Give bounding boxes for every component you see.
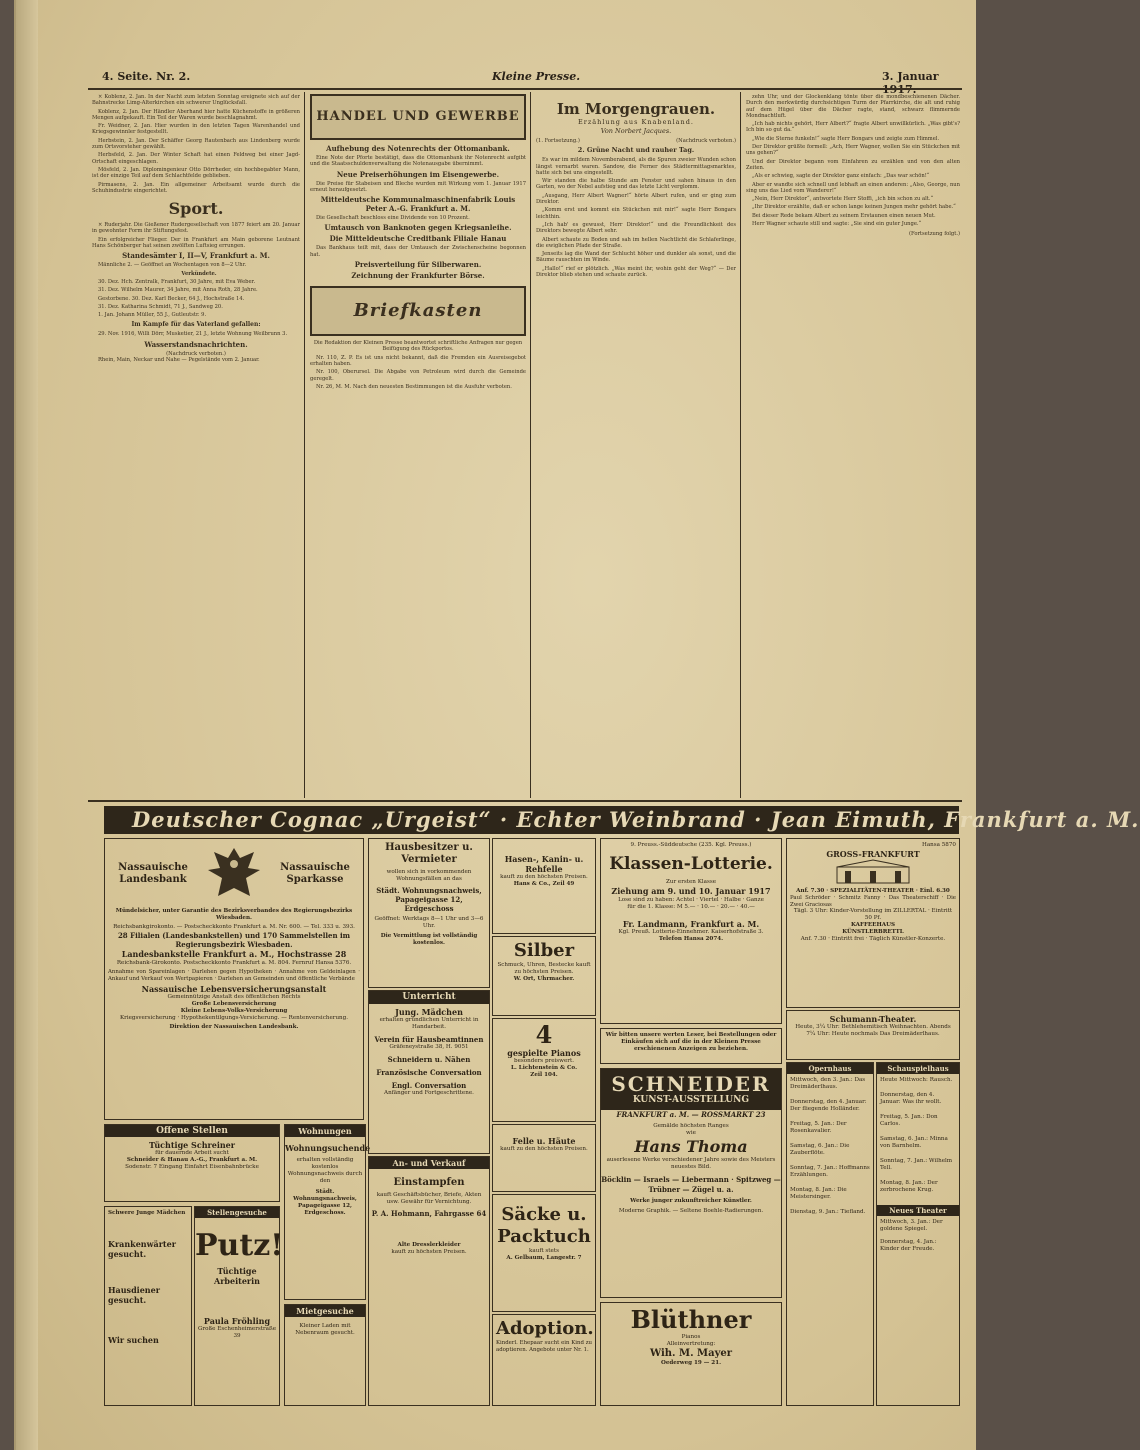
briefkasten-item: Nr. 100, Oberursel. Die Abgabe von Petroleum wird durch die Gemeinde geregelt. (310, 369, 526, 382)
pianos-address: Zeil 104. (530, 1072, 558, 1078)
hausbesitzer-fee: Die Vermittlung ist vollständig kostenlos. (380, 933, 478, 946)
unterricht-text: Anfänger und Fortgeschrittene. (384, 1090, 474, 1096)
column-divider (740, 92, 741, 798)
bluethner-agent: Alleinvertretung: (666, 1341, 716, 1347)
classified-item: Schwere Junge Mädchen (108, 1210, 186, 1216)
schneider-line: Gemälde höchsten Ranges (653, 1123, 729, 1129)
story-paragraph: Albert schaute zu Boden und sah im hellen Nachtlicht die Schlaferlinge, die ewiglichen Pfade der Straße. (536, 236, 736, 249)
theater-acts: Paul Schröder · Schmitz Fanny · Das Theaterschiff · Die Zwei Graciosas (790, 895, 956, 908)
bluethner-sub: Pianos (681, 1334, 701, 1340)
ad-stellengesuche (104, 1206, 192, 1406)
standesamt-entry: 30. Dez. Hch. Zentralk, Frankfurt, 30 Jahre, mit Eva Weber. (98, 278, 256, 285)
standesamt-heading: Standesämter I, II—V, Frankfurt a. M. (122, 251, 270, 261)
theater-text: Tägl. 3 Uhr: Kinder-Vorstellung im ZILLERTAL · Eintritt 50 Pf. (793, 908, 953, 922)
lotterie-draw: Ziehung am 9. und 10. Januar 1917 (611, 886, 771, 896)
section-header: Wohnungen (285, 1125, 365, 1137)
pianos-firm: L. Lichtenstein & Co. (510, 1065, 578, 1071)
lotterie-title: Klassen-Lotterie. (609, 854, 773, 874)
opera-listing: Montag, 8. Jan.: Die Meistersinger. (790, 1187, 847, 1200)
ankauf-text-2: kauft zu höchsten Preisen. (391, 1249, 467, 1255)
ad-schauspielhaus (876, 1062, 960, 1406)
article-heading: Aufhebung des Notenrechts der Ottomanbank. (326, 144, 510, 153)
story-title: Im Morgengrauen. (556, 100, 716, 118)
lotterie-prices: für die 1. Klasse: M 5.— · 10.— · 20.— · 40.— (627, 904, 755, 910)
putz-address: Große Eschenheimerstraße 39 (197, 1326, 277, 1339)
life-insurance-large: Große Lebensversicherung (191, 1001, 277, 1008)
kuenstlerbrettl-title: KÜNSTLERBRETTL (842, 929, 904, 936)
ehrentafel-entry: 29. Nov. 1916, Willi Dörr, Musketier, 21 J., letzte Wohnung Weilbrunn 3. (98, 331, 288, 338)
ad-bluethner (600, 1302, 782, 1406)
story-paragraph: „Als er schwieg, sagte der Direktor ganz einfach: „Das war schön!“ (752, 173, 930, 180)
play-listing: Donnerstag, 4. Jan.: Kinder der Freude. (880, 1239, 937, 1252)
lotterie-firm-sub: Kgl. Preuß. Lotterie-Einnehmer. Kaiserhofstraße 3. (618, 929, 764, 935)
unterricht-text: Gräfeneystraße 38, H. 9051 (389, 1044, 469, 1050)
section-header: Opernhaus (787, 1063, 873, 1074)
schneider-artist: Hans Thoma (634, 1137, 748, 1156)
ad-an-und-verkauf (368, 1156, 490, 1406)
hausbesitzer-title: Hausbesitzer u. Vermieter (385, 842, 473, 865)
bluethner-address: Oederweg 19 — 21. (660, 1360, 722, 1366)
column-business (310, 94, 526, 798)
continued-note: (Fortsetzung folgt.) (908, 231, 960, 238)
news-item: Pirmasens, 2. Jan. Ein allgemeiner Arbeitsamt wurde durch die Schuhindustrie eingerichtet. (92, 181, 300, 194)
play-listing: Donnerstag, den 4. Januar: Was ihr wollt. (880, 1092, 942, 1105)
ad-mietgesuche (284, 1304, 366, 1406)
life-insurance-extra: Kriegsversicherung · Hypothekentilgungs-Versicherung. — Rentenversicherung. (119, 1015, 349, 1022)
article-text: Eine Note der Pforte bestätigt, dass die Ottomanbank ihr Notenrecht aufgibt und die Staatsschuldenverwaltung die Notenausgabe übernimmt. (310, 155, 526, 168)
adoption-text: Kinderl. Ehepaar sucht ein Kind zu adoptieren. Angebote unter Nr. 1. (496, 1340, 592, 1353)
bank-direction: Direktion der Nassauischen Landesbank. (169, 1024, 299, 1031)
lotterie-header: 9. Preuss.-Süddeutsche (235. Kgl. Preuss.) (630, 842, 752, 848)
section-header: Neues Theater (877, 1205, 959, 1216)
ad-hasenfelle (492, 838, 596, 934)
life-insurance-small: Kleine Lebens-Volks-Versicherung (180, 1008, 288, 1015)
unterricht-item: Jung. Mädchen (395, 1007, 463, 1017)
section-header: Stellengesuche (195, 1207, 279, 1218)
ad-hausbesitzer (368, 838, 490, 988)
bank-branches: 28 Filialen (Landesbankstellen) und 170 Sammelstellen im Regierungsbezirk Wiesbaden. (117, 931, 351, 949)
standesamt-entry: Verkündete. (181, 270, 217, 277)
life-insurance-sub: Gemeinnützige Anstalt des öffentlichen Rechts (167, 994, 301, 1001)
silber-text: Schmuck, Uhren, Bestecke kauft zu höchsten Preisen. (497, 962, 591, 975)
felle-title: Hasen-, Kanin- u. Rehfelle (504, 854, 584, 874)
ankauf-title: Einstampfen (393, 1177, 465, 1188)
schneider-line: auserlesene Werke verschiedener Jahre sowie des Meisters neuestes Bild. (606, 1157, 776, 1170)
wohnungen-office: Städt. Wohnungsnachweis, Papageigasse 12, Erdgeschoss. (293, 1189, 357, 1216)
column-divider (304, 92, 305, 798)
opera-listing: Dienstag, 9. Jan.: Tiefland. (790, 1209, 866, 1215)
article-text: Das Bankhaus teilt mit, dass der Umtausch der Zwischenscheine begonnen hat. (310, 245, 526, 258)
schneider-young: Werke junger zukunftreicher Künstler. (630, 1198, 752, 1204)
play-listing: Mittwoch, 3. Jan.: Der goldene Spiegel. (880, 1219, 943, 1232)
section-header: Unterricht (369, 991, 489, 1004)
saecke-title: Säcke u. Packtuch (497, 1204, 591, 1247)
opera-listing: Samstag, 6. Jan.: Die Zauberflöte. (790, 1143, 850, 1156)
bank-guarantee: Mündelsicher, unter Garantie des Bezirksverbandes des Regierungsbezirks Wiesbaden. (115, 908, 353, 921)
opera-listing: Mittwoch, den 3. Jan.: Das Dreimäderlhaus. (790, 1077, 866, 1090)
ad-unterricht (368, 990, 490, 1154)
hausbesitzer-hours: Geöffnet: Werktags 8—1 Uhr und 3—6 Uhr. (374, 916, 484, 929)
putz-sub: Tüchtige Arbeiterin (214, 1266, 260, 1286)
job-address: Sodenstr. 7 Eingang Einfahrt Eisenbahnbrücke (125, 1164, 259, 1170)
job-title: Tüchtige Schreiner (149, 1140, 235, 1150)
banner-text: HANDEL UND GEWERBE (316, 108, 520, 124)
saecke-text: kauft stets (529, 1248, 559, 1254)
story-paragraph: Es war im mildem Novemberabend, als die Spuren zweier Wunden schon längst vernarbt waren. Sandow, die Ferner des Städtermittagsmarktes, hatte sich bei uns eingestellt. (536, 157, 736, 176)
story-paragraph: Jenseits lag die Wand der Schlucht höher und dunkler als sonst, und die Bäume rauschten im Winde. (536, 251, 736, 264)
schneider-line: wie (686, 1130, 696, 1136)
play-listing: Freitag, 5. Jan.: Don Carlos. (880, 1114, 938, 1127)
section-header: Offene Stellen (105, 1125, 279, 1137)
news-item: Herbstein, 2. Jan. Der Schäffer Georg Rautenbach aus Lindenberg wurde zum Ortsvorsteher gewählt. (92, 137, 300, 151)
bank-services: Annahme von Spareinlagen · Darlehen gegen Hypotheken · Annahme von Geldeinlagen · Ankauf und Verkauf von Wertpapieren · Darlehen an Gemeinden und öffentliche Verbände (108, 969, 360, 982)
lotterie-lose: Lose sind zu haben: Achtel · Viertel · Halbe · Ganze (618, 897, 764, 903)
ad-offene-stellen (104, 1124, 280, 1202)
bank-giro: Reichsbank-Girokonto. Postscheckkonto Frankfurt a. M. 804. Fernruf Hansa 5376. (116, 960, 352, 966)
standesamt-entry: 1. Jan. Johann Müller, 55 J., Gutleutstr. 9. (98, 312, 207, 319)
ad-schumann-theater (786, 1010, 960, 1060)
news-item: Herbsfeld, 2. Jan. Der Winter Schaft hat einen Feldweg bei einer Jagd-Ortschaft eingeschlagen. (92, 152, 300, 165)
section-header: Schauspielhaus (877, 1063, 959, 1074)
page-number: 4. Seite. Nr. 2. (102, 70, 191, 83)
story-paragraph: „Ihr Direktor erzählte, daß er schon lange keinen Jungen mehr gehört habe.“ (752, 204, 956, 211)
ankauf-firm: P. A. Hohmann, Fahrgasse 64 (371, 1209, 487, 1218)
lotterie-sub: Zur ersten Klasse (665, 879, 717, 885)
header-rule (88, 88, 962, 90)
hinweis-text: Wir bitten unsere werten Leser, bei Bestellungen oder Einkäufen sich auf die in der Kleinen Presse erschienenen Anzeigen zu beziehen. (605, 1032, 777, 1052)
banner-text: Briefkasten (353, 299, 483, 321)
unterricht-text: erhalten gründlichen Unterricht in Handarbeit. (379, 1017, 479, 1030)
opera-listing: Donnerstag, den 4. Januar: Der fliegende Holländer. (790, 1099, 867, 1112)
issue-date: 3. Januar (882, 70, 939, 83)
ad-schneider-kunstausstellung (600, 1068, 782, 1298)
theater-program: Anf. 7.30 · SPEZIALITÄTEN-THEATER · Einl. 6.30 (796, 888, 950, 894)
briefkasten-banner (310, 286, 526, 336)
section-header: An- und Verkauf (369, 1157, 489, 1169)
ehrentafel-heading: Im Kampfe für das Vaterland gefallen: (131, 321, 261, 329)
theater-title: GROSS-FRANKFURT (826, 849, 920, 859)
schumann-text: Heute, 3¼ Uhr: Bethlehemitisch Weihnachten. Abends 7¼ Uhr: Heute nochmals Das Dreimäderlhaus. (795, 1024, 951, 1037)
article-heading: Umtausch von Banknoten gegen Kriegsanleihe. (324, 223, 512, 233)
kaffeehaus-title: KAFFEEHAUS (851, 922, 895, 929)
story-paragraph: Herr Wagner schaute still und sagte: „Sie sind ein guter Junge.“ (752, 221, 922, 228)
ad-pianos (492, 1018, 596, 1122)
ad-klassen-lotterie (600, 838, 782, 1024)
bluethner-title: Blüthner (630, 1305, 752, 1334)
opera-listing: Freitag, 5. Jan.: Der Rosenkavalier. (790, 1121, 847, 1134)
sparkasse-title: Nassauische Sparkasse (280, 862, 350, 885)
felle-text: kauft zu den höchsten Preisen. (500, 874, 588, 880)
sport-item: Ein erfolgreicher Flieger. Der in Frankfurt am Main geborene Leutnant Hans Schönberger hat seinen zwölften Luftsieg errungen. (92, 236, 300, 250)
bank-accounts: Reichsbankgirokonto. — Postscheckkonto Frankfurt a. M. Nr. 600. — Tel. 333 u. 393. (113, 924, 355, 930)
life-insurance-title: Nassauische Lebensversicherungsanstalt (141, 984, 327, 995)
wasserstand-text: Rhein, Main, Neckar und Nahe — Pegelstände vom 2. Januar. (98, 357, 260, 364)
article-heading: Mitteldeutsche Kommunalmaschinenfabrik Louis Peter A.-G. Frankfurt a. M. (320, 195, 516, 214)
handel-gewerbe-banner (310, 94, 526, 140)
page-fold (16, 0, 38, 1450)
wohnungen-title: Wohnungsuchende (285, 1143, 371, 1153)
news-item: Mösfeld, 2. Jan. Diplomingenieur Otto Dörrheder, ein hochbegabter Mann, ist der einzige Teil auf dem Schlachtfelde geblieben. (92, 166, 300, 180)
story-paragraph: Wir standen die halbe Stunde am Fenster und sahen hinaus in den Garten, wo der Nebel aufstieg und das letzte Licht verglomm. (536, 178, 736, 191)
bank-frankfurt-branch: Landesbankstelle Frankfurt a. M., Hochstrasse 28 (121, 949, 347, 959)
story-paragraph: Bei dieser Rede bekam Albert zu seinem Erstaunen einen neuen Mut. (752, 212, 936, 219)
opera-listing: Sonntag, 7. Jan.: Hoffmanns Erzählungen. (790, 1165, 870, 1178)
ankauf-text: kauft Geschäftsbücher, Briefe, Akten usw. Gewähr für Vernichtung. (376, 1192, 482, 1205)
story-installment: (1. Fortsetzung.) (536, 138, 580, 144)
column-local-news (92, 94, 300, 798)
section-rule (88, 800, 962, 802)
story-paragraph: „Ausgang, Herr Albert Wagner!“ hörte Albert rufen, und er ging zum Direktor. (536, 192, 736, 206)
unterricht-item: Schneidern u. Nähen (387, 1055, 471, 1064)
ad-opernhaus (786, 1062, 874, 1406)
putz-name: Paula Fröhling (203, 1316, 271, 1326)
hausbesitzer-text: wollen sich in vorkommenden Wohnungsfällen an das (386, 869, 472, 882)
standesamt-entry: 31. Dez. Katharina Schmidt, 71 J., Sandweg 20. (98, 303, 223, 310)
story-paragraph: „Komm erst und kommt ein Stückchen mit mir!“ sagte Herr Bongars leichthin. (536, 207, 736, 220)
job-firm: Schneider & Hanau A.-G., Frankfurt a. M. (126, 1157, 258, 1163)
article-text: Die Preise für Stabeisen und Bleche wurden mit Wirkung vom 1. Januar 1917 erneut heraufgesetzt. (310, 180, 526, 193)
wohnungen-text: erhalten vollständig kostenlos Wohnungsnachweis durch den (287, 1157, 363, 1184)
pianos-title: gespielte Pianos (507, 1048, 581, 1058)
job-sub: für dauernde Arbeit sucht (155, 1150, 229, 1156)
article-heading: Die Mitteldeutsche Creditbank Filiale Hanau (329, 234, 507, 244)
standesamt-entry: Männliche 2. — Geöffnet an Wochentagen von 8—2 Uhr. (98, 262, 247, 269)
ad-nassauische-landesbank (104, 838, 364, 1120)
theater-phone: Hansa 5870 (921, 842, 956, 848)
unterricht-item: Engl. Conversation (391, 1081, 467, 1090)
column-serial-story (536, 94, 736, 798)
classified-item: Krankenwärter gesucht. (108, 1239, 176, 1259)
story-copyright: (Nachdruck verboten.) (676, 138, 736, 144)
wasserstand-note: (Nachdruck verboten.) (166, 350, 226, 357)
standesamt-entry: 31. Dez. Wilhelm Maurer, 34 Jahre, mit Anna Roth, 28 Jahre. (98, 287, 258, 294)
hausbesitzer-office: Städt. Wohnungsnachweis, Papageigasse 12, Erdgeschoss (376, 886, 482, 913)
page-header (102, 66, 962, 86)
ad-wohnungen (284, 1124, 371, 1300)
ad-saecke (492, 1194, 596, 1312)
story-meta (536, 138, 736, 144)
schneider-address: FRANKFURT a. M. — ROSSMARKT 23 (616, 1110, 766, 1119)
story-paragraph: zehn Uhr, und der Glockenklang tönte über die mondbeschienenen Dächer. Durch den merkwürdig durchsichtigen Turm der Pfarrkirche, die alt und ruhig auf dem Hügel über die Dächer ragte, stand, schwarz flimmernde Mondnachtluft. (746, 94, 960, 119)
play-listing: Heute Mittwoch: Rausch. (880, 1077, 953, 1083)
article-heading: Preisverteilung für Silberwaren. (354, 260, 482, 270)
story-author: Von Norbert Jacques. (600, 127, 672, 135)
ad-putz (194, 1206, 284, 1406)
briefkasten-note: Die Redaktion der Kleinen Presse beantwortet schriftliche Anfragen nur gegen Beifügung des Rückportos. (313, 340, 523, 353)
lotterie-phone: Telefon Hansa 2074. (658, 936, 724, 942)
ad-felle-haeute (492, 1124, 596, 1192)
news-item: Koblenz, 2. Jan. Der Händler Aberhand hier hatte Küchenstoffe in größeren Mengen aufgekauft. Ein Teil der Waren wurde beschlagnahmt. (92, 108, 300, 121)
eagle-crest-icon (204, 842, 264, 906)
story-paragraph: „Wie die Sterne funkeln!“ sagte Herr Bongars und zeigte zum Himmel. (752, 135, 940, 142)
section-header: Mietgesuche (285, 1305, 365, 1317)
schneider-names: Böcklin — Israels — Liebermann · Spitzweg — Trübner — Zügel u. a. (601, 1175, 781, 1194)
mietgesuch-item: Kleiner Laden mit Nebenraum gesucht. (295, 1323, 355, 1336)
story-chapter: 2. Grüne Nacht und rauher Tag. (577, 146, 695, 155)
silber-firm: W. Ort, Uhrmacher. (513, 976, 575, 982)
schneider-sub: KUNST-AUSSTELLUNG (632, 1095, 750, 1105)
paper-title: Kleine Presse. (492, 70, 581, 83)
classified-item: Hausdiener gesucht. (108, 1285, 160, 1305)
briefkasten-item: Nr. 26, M. M. Nach den neuesten Bestimmungen ist die Ausfuhr verboten. (316, 383, 512, 390)
haeute-title: Felle u. Häute (512, 1136, 576, 1146)
story-paragraph: „Nein, Herr Direktor“, antwortete Herr Stoffi, „ich bin schon zu alt.“ (752, 196, 934, 203)
theater-building-icon (833, 859, 913, 885)
briefkasten-item: Nr. 110, Z. P. Es ist uns nicht bekannt, daß die Fremden ein Ausreisegebot erhalten haben. (310, 354, 526, 367)
schneider-title: SCHNEIDER (611, 1072, 771, 1096)
putz-title: Putz! (195, 1228, 284, 1263)
pianos-count: 4 (535, 1020, 553, 1049)
ad-gross-frankfurt (786, 838, 960, 1008)
cognac-banner-ad: Deutscher Cognac „Urgeist“ · Echter Weinbrand · Jean Eimuth, Frankfurt a. M. (104, 806, 959, 834)
unterricht-item: Verein für Hausbeamtinnen (374, 1035, 484, 1044)
story-subtitle: Erzählung aus Knabenland. (578, 118, 694, 126)
story-paragraph: „Ich hab' es gewusst, Herr Direktor!“ und die Freundlichkeit des Direktors bewegte Albert sehr. (536, 221, 736, 235)
haeute-text: kauft zu den höchsten Preisen. (500, 1146, 588, 1152)
story-paragraph: Aber er wandte sich schnell und lebhaft an einen anderen: „Also, George, nun sing uns das Lied vom Wanderer!“ (746, 181, 960, 194)
kuenstlerbrettl-text: Anf. 7.30 · Eintritt frei · Täglich Künstler-Konzerte. (800, 936, 946, 943)
sport-item: × Ruderjahr. Die Gießener Rudergesellschaft von 1877 feiert am 20. Januar in gewohnter Form ihr Stiftungsfest. (92, 222, 300, 235)
unterricht-item: Französische Conversation (376, 1068, 482, 1077)
standesamt-entry: Gestorbene. 30. Dez. Karl Becker, 64 J., Hochstraße 14. (98, 295, 245, 302)
story-paragraph: Der Direktor grüßte formell: „Ach, Herr Wagner, wollen Sie ein Stückchen mit uns gehen?“ (746, 144, 960, 157)
schumann-title: Schumann-Theater. (829, 1014, 917, 1024)
play-listing: Montag, 8. Jan.: Der zerbrochene Krug. (880, 1180, 938, 1193)
adoption-title: Adoption. (496, 1318, 594, 1339)
ad-leser-hinweis (600, 1028, 782, 1064)
story-paragraph: Und der Direktor begann vom Einfahren zu erzählen und von den alten Zeiten. (746, 158, 960, 171)
bluethner-firm: Wih. M. Mayer (649, 1348, 733, 1359)
play-listing: Sonntag, 7. Jan.: Wilhelm Tell. (880, 1158, 953, 1171)
story-paragraph: „Ich hab nichts gehört, Herr Albert?“ fragte Albert unwillkürlich. „Was gibt's? Ich bin so gut da.“ (746, 121, 960, 134)
ad-silber (492, 936, 596, 1016)
pianos-text: besonders preiswert. (514, 1058, 574, 1064)
column-divider (530, 92, 531, 798)
lotterie-firm: Fr. Landmann, Frankfurt a. M. (622, 919, 760, 929)
story-paragraph: „Hallo!“ rief er plötzlich. „Was meint ihr, wohin geht der Weg?“ — Der Direktor blieb stehen und schaute zurück. (536, 265, 736, 279)
saecke-firm: A. Gelbaum, Langestr. 7 (506, 1255, 582, 1261)
article-heading: Neue Preiserhöhungen im Eisengewerbe. (336, 169, 500, 179)
schneider-graphic: Moderne Graphik. — Seltene Boehle-Radierungen. (618, 1208, 764, 1214)
ad-adoption (492, 1314, 596, 1406)
silber-title: Silber (513, 940, 575, 961)
column-serial-continued (746, 94, 960, 798)
ankauf-title-2: Alte Dresslerkleider (397, 1242, 461, 1248)
news-item: Fr. Weidner, 2. Jan. Hier wurden in den letzten Tagen Warenhandel und Kriegsgewinnler festgestellt. (92, 123, 300, 136)
classified-item: Wir suchen (108, 1335, 159, 1345)
news-item: × Koblenz, 2. Jan. In der Nacht zum letzten Sonntag ereignete sich auf der Bahnstrecke Limg-Alterkirchen ein schwerer Unglücksfall. (92, 94, 300, 107)
landesbank-title: Nassauische Landesbank (118, 862, 188, 885)
article-text: Die Gesellschaft beschloss eine Dividende von 10 Prozent. (316, 215, 470, 222)
article-heading: Zeichnung der Frankfurter Börse. (351, 271, 485, 281)
wasserstand-heading: Wasserstandsnachrichten. (144, 339, 248, 349)
play-listing: Samstag, 6. Jan.: Minna von Barnhelm. (880, 1136, 948, 1149)
sport-heading: Sport. (168, 199, 224, 219)
felle-firm: Hans & Co., Zeil 49 (513, 881, 575, 887)
newspaper-page (14, 0, 1140, 1450)
